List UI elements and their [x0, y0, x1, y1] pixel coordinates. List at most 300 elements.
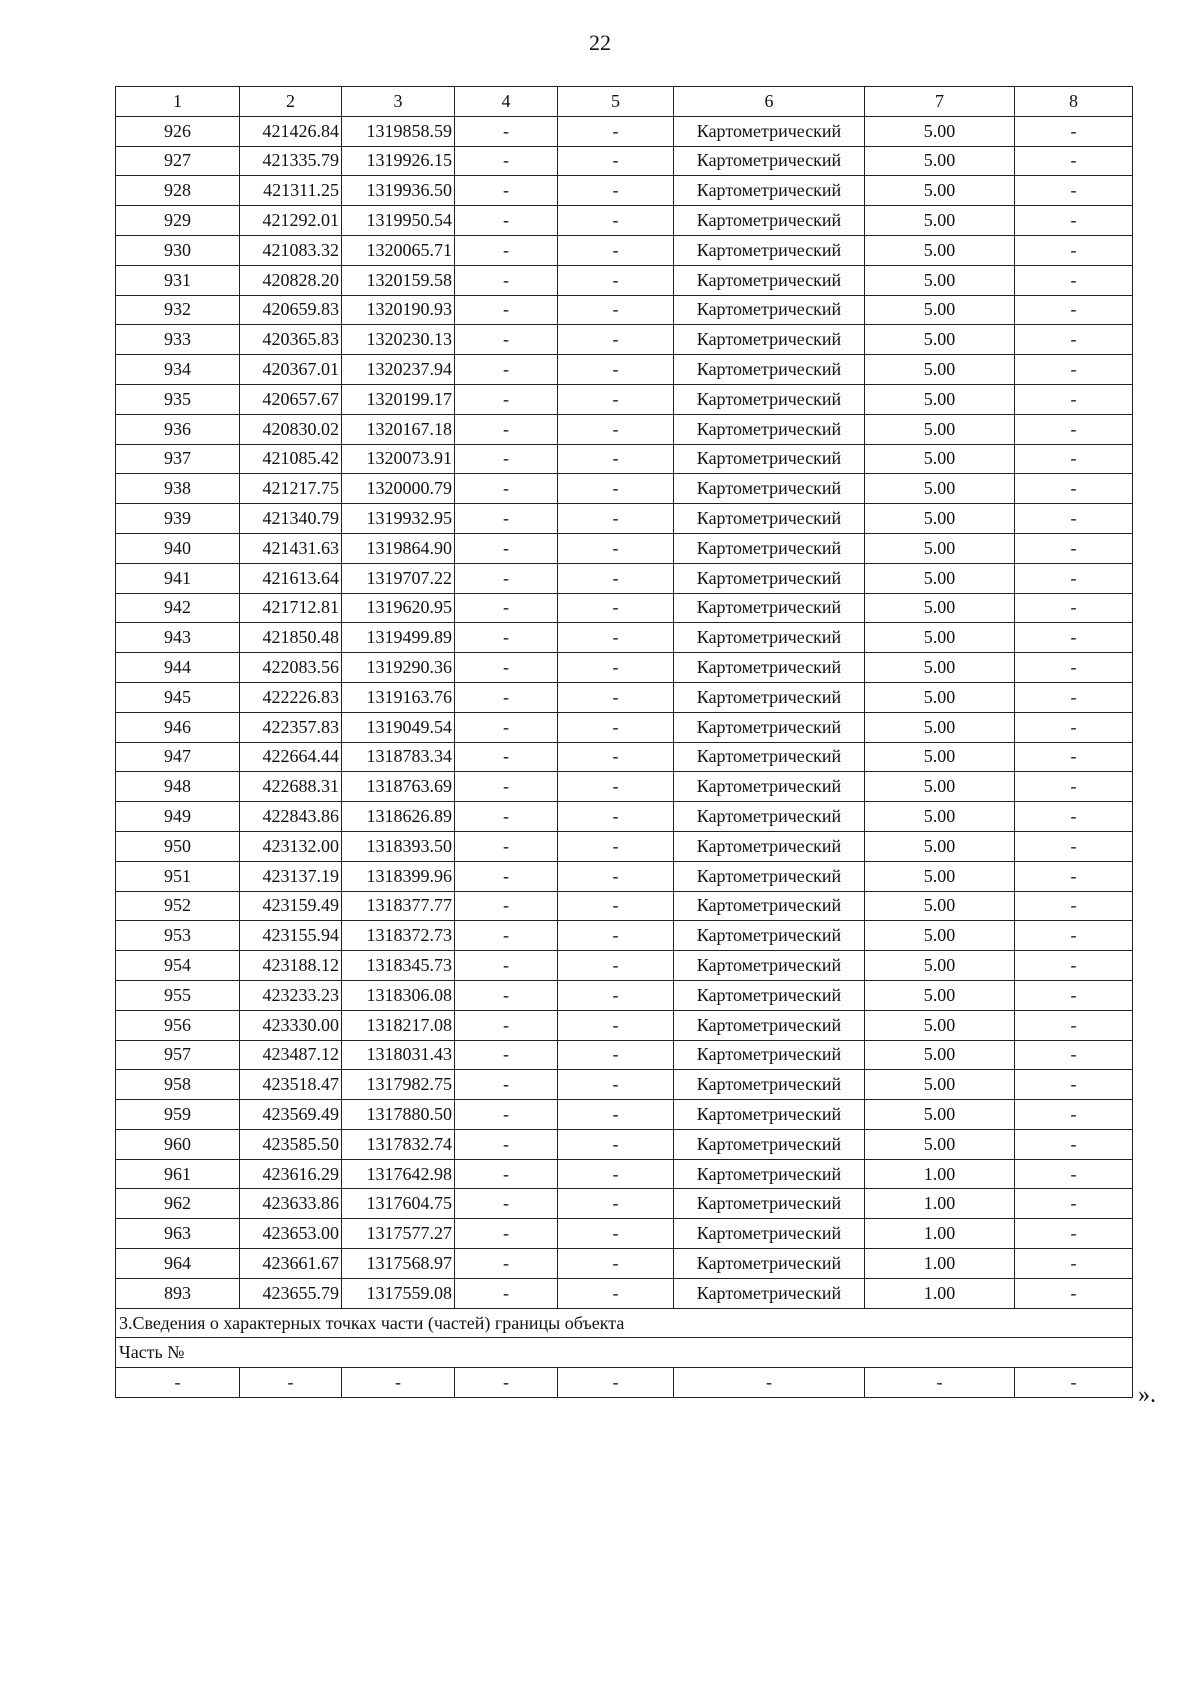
- table-cell: -: [558, 921, 674, 951]
- table-cell: -: [455, 504, 558, 534]
- table-cell: -: [455, 176, 558, 206]
- table-row: [116, 742, 1133, 772]
- table-cell: 5.00: [865, 295, 1015, 325]
- table-cell: 423137.19: [240, 861, 342, 891]
- table-cell: 5.00: [865, 414, 1015, 444]
- table-row: [116, 1189, 1133, 1219]
- table-cell: -: [1015, 623, 1133, 653]
- table-row: [116, 772, 1133, 802]
- table-cell: 422688.31: [240, 772, 342, 802]
- table-row: [116, 1219, 1133, 1249]
- table-cell: 961: [116, 1159, 240, 1189]
- table-cell: -: [1015, 772, 1133, 802]
- table-cell: -: [455, 146, 558, 176]
- table-cell: 422843.86: [240, 802, 342, 832]
- table-cell: -: [558, 235, 674, 265]
- table-cell: -: [455, 593, 558, 623]
- table-cell: 943: [116, 623, 240, 653]
- closing-quote-mark: ».: [1138, 1382, 1156, 1408]
- table-cell: -: [455, 265, 558, 295]
- table-cell: 5.00: [865, 712, 1015, 742]
- table-cell: -: [558, 772, 674, 802]
- table-cell: -: [455, 1249, 558, 1279]
- table-cell: -: [558, 1159, 674, 1189]
- table-cell: 1.00: [865, 1219, 1015, 1249]
- table-cell: -: [1015, 861, 1133, 891]
- table-row: [116, 951, 1133, 981]
- table-cell: 423155.94: [240, 921, 342, 951]
- table-cell: 964: [116, 1249, 240, 1279]
- table-cell: 423616.29: [240, 1159, 342, 1189]
- table-row: [116, 921, 1133, 951]
- table-cell: -: [1015, 1189, 1133, 1219]
- table-cell: Картометрический: [674, 1219, 865, 1249]
- table-cell: -: [455, 1070, 558, 1100]
- table-cell: -: [455, 891, 558, 921]
- table-cell: 421431.63: [240, 533, 342, 563]
- header-cell: 1: [116, 87, 240, 117]
- table-cell: Картометрический: [674, 176, 865, 206]
- table-cell: 423655.79: [240, 1278, 342, 1308]
- table-cell: 927: [116, 146, 240, 176]
- table-cell: 893: [116, 1278, 240, 1308]
- table-cell: -: [455, 623, 558, 653]
- table-cell: -: [558, 563, 674, 593]
- table-cell: 421335.79: [240, 146, 342, 176]
- table-cell: 1.00: [865, 1278, 1015, 1308]
- table-cell: 962: [116, 1189, 240, 1219]
- table-cell: 1317577.27: [342, 1219, 455, 1249]
- table-cell: Картометрический: [674, 1249, 865, 1279]
- table-cell: -: [1015, 593, 1133, 623]
- table-cell: Картометрический: [674, 1189, 865, 1219]
- table-cell: Картометрический: [674, 772, 865, 802]
- table-row: [116, 325, 1133, 355]
- table-cell: 423233.23: [240, 980, 342, 1010]
- table-cell: 1320199.17: [342, 384, 455, 414]
- table-cell: 421340.79: [240, 504, 342, 534]
- table-cell: 948: [116, 772, 240, 802]
- table-cell: 423159.49: [240, 891, 342, 921]
- table-cell: 1319932.95: [342, 504, 455, 534]
- table-cell: -: [558, 265, 674, 295]
- table-cell: -: [558, 1070, 674, 1100]
- table-cell: 5.00: [865, 384, 1015, 414]
- table-cell: 420659.83: [240, 295, 342, 325]
- table-cell: -: [342, 1368, 455, 1398]
- coordinates-table: [115, 86, 1133, 1398]
- table-row: [116, 593, 1133, 623]
- table-cell: 933: [116, 325, 240, 355]
- table-cell: 941: [116, 563, 240, 593]
- table-cell: 421311.25: [240, 176, 342, 206]
- table-cell: 5.00: [865, 682, 1015, 712]
- table-row: [116, 176, 1133, 206]
- table-cell: -: [558, 474, 674, 504]
- table-cell: 5.00: [865, 593, 1015, 623]
- table-cell: 1320167.18: [342, 414, 455, 444]
- table-cell: 940: [116, 533, 240, 563]
- table-cell: -: [1015, 802, 1133, 832]
- table-cell: 1318393.50: [342, 831, 455, 861]
- table-cell: -: [558, 533, 674, 563]
- part-label-row: [116, 1338, 1133, 1368]
- table-cell: 5.00: [865, 742, 1015, 772]
- table-cell: -: [1015, 1159, 1133, 1189]
- table-cell: -: [558, 414, 674, 444]
- table-cell: -: [1015, 1368, 1133, 1398]
- table-cell: 949: [116, 802, 240, 832]
- table-cell: 954: [116, 951, 240, 981]
- table-cell: 422083.56: [240, 653, 342, 683]
- header-cell: 8: [1015, 87, 1133, 117]
- table-cell: 421085.42: [240, 444, 342, 474]
- table-cell: -: [865, 1368, 1015, 1398]
- table-cell: -: [558, 1010, 674, 1040]
- table-cell: -: [455, 682, 558, 712]
- table-cell: 423585.50: [240, 1129, 342, 1159]
- table-row: [116, 533, 1133, 563]
- table-cell: 938: [116, 474, 240, 504]
- table-row: [116, 504, 1133, 534]
- table-cell: -: [1015, 1219, 1133, 1249]
- table-cell: -: [1015, 1010, 1133, 1040]
- table-row: [116, 355, 1133, 385]
- table-row: [116, 1040, 1133, 1070]
- table-cell: 1318306.08: [342, 980, 455, 1010]
- table-cell: 1320237.94: [342, 355, 455, 385]
- table-cell: -: [558, 682, 674, 712]
- table-cell: 5.00: [865, 1070, 1015, 1100]
- table-row: [116, 861, 1133, 891]
- table-cell: -: [455, 563, 558, 593]
- table-cell: 422664.44: [240, 742, 342, 772]
- table-cell: 1319620.95: [342, 593, 455, 623]
- table-cell: -: [455, 414, 558, 444]
- table-cell: 420365.83: [240, 325, 342, 355]
- table-cell: -: [455, 1219, 558, 1249]
- table-cell: -: [558, 1368, 674, 1398]
- table-row: [116, 980, 1133, 1010]
- table-cell: -: [455, 1129, 558, 1159]
- table-row: [116, 235, 1133, 265]
- table-cell: Картометрический: [674, 1129, 865, 1159]
- table-cell: Картометрический: [674, 265, 865, 295]
- table-cell: Картометрический: [674, 414, 865, 444]
- table-cell: -: [455, 742, 558, 772]
- table-cell: -: [558, 1189, 674, 1219]
- table-cell: -: [558, 504, 674, 534]
- table-cell: -: [558, 1219, 674, 1249]
- table-cell: -: [455, 533, 558, 563]
- table-cell: 939: [116, 504, 240, 534]
- table-row: [116, 206, 1133, 236]
- table-cell: 1.00: [865, 1189, 1015, 1219]
- table-row: [116, 1159, 1133, 1189]
- header-cell: 5: [558, 87, 674, 117]
- table-cell: 5.00: [865, 861, 1015, 891]
- table-cell: 1319707.22: [342, 563, 455, 593]
- table-cell: 5.00: [865, 355, 1015, 385]
- table-cell: 1319049.54: [342, 712, 455, 742]
- table-cell: -: [558, 742, 674, 772]
- table-row: [116, 1249, 1133, 1279]
- table-cell: Картометрический: [674, 206, 865, 236]
- table-cell: -: [1015, 414, 1133, 444]
- table-cell: 1318399.96: [342, 861, 455, 891]
- table-cell: -: [558, 1100, 674, 1130]
- table-body: [116, 116, 1133, 1308]
- table-cell: 945: [116, 682, 240, 712]
- table-cell: -: [1015, 831, 1133, 861]
- table-cell: -: [1015, 1040, 1133, 1070]
- table-cell: -: [558, 831, 674, 861]
- table-cell: -: [455, 206, 558, 236]
- table-cell: 5.00: [865, 504, 1015, 534]
- table-cell: Картометрический: [674, 1070, 865, 1100]
- table-cell: -: [1015, 176, 1133, 206]
- table-cell: -: [1015, 474, 1133, 504]
- part-label: Часть №: [116, 1338, 1133, 1368]
- table-cell: 420828.20: [240, 265, 342, 295]
- table-cell: 1319858.59: [342, 116, 455, 146]
- table-cell: 937: [116, 444, 240, 474]
- table-row: [116, 1278, 1133, 1308]
- table-cell: 951: [116, 861, 240, 891]
- table-cell: -: [455, 1278, 558, 1308]
- table-cell: 423653.00: [240, 1219, 342, 1249]
- table-cell: Картометрический: [674, 980, 865, 1010]
- table-cell: 5.00: [865, 265, 1015, 295]
- table-cell: -: [1015, 712, 1133, 742]
- header-row: [116, 87, 1133, 117]
- table-cell: 1320230.13: [342, 325, 455, 355]
- table-cell: 420367.01: [240, 355, 342, 385]
- table-cell: -: [455, 355, 558, 385]
- table-cell: 1317642.98: [342, 1159, 455, 1189]
- table-cell: -: [558, 325, 674, 355]
- table-row: [116, 891, 1133, 921]
- table-cell: -: [455, 1010, 558, 1040]
- table-cell: -: [455, 444, 558, 474]
- table-cell: Картометрический: [674, 1159, 865, 1189]
- table-cell: -: [1015, 891, 1133, 921]
- table-cell: -: [1015, 653, 1133, 683]
- table-cell: 422357.83: [240, 712, 342, 742]
- table-cell: 5.00: [865, 1040, 1015, 1070]
- table-cell: -: [1015, 355, 1133, 385]
- table-cell: 5.00: [865, 772, 1015, 802]
- table-cell: 942: [116, 593, 240, 623]
- table-cell: 5.00: [865, 533, 1015, 563]
- table-cell: -: [558, 146, 674, 176]
- table-cell: -: [455, 831, 558, 861]
- table-cell: 1319864.90: [342, 533, 455, 563]
- table-cell: -: [1015, 206, 1133, 236]
- table-cell: -: [1015, 146, 1133, 176]
- table-cell: -: [455, 980, 558, 1010]
- header-cell: 3: [342, 87, 455, 117]
- table-cell: -: [1015, 1100, 1133, 1130]
- table-cell: 928: [116, 176, 240, 206]
- table-cell: -: [558, 176, 674, 206]
- table-cell: -: [455, 802, 558, 832]
- table-cell: -: [455, 295, 558, 325]
- table-cell: 5.00: [865, 891, 1015, 921]
- table-row: [116, 474, 1133, 504]
- table-cell: -: [558, 384, 674, 414]
- table-cell: -: [558, 593, 674, 623]
- table-cell: 423330.00: [240, 1010, 342, 1040]
- table-cell: 1318377.77: [342, 891, 455, 921]
- table-cell: -: [1015, 384, 1133, 414]
- table-cell: -: [558, 206, 674, 236]
- table-cell: 423661.67: [240, 1249, 342, 1279]
- table-cell: -: [558, 444, 674, 474]
- section-title: 3.Сведения о характерных точках части (частей) границы объекта: [116, 1308, 1133, 1338]
- table-row: [116, 1129, 1133, 1159]
- table-cell: -: [1015, 444, 1133, 474]
- table-cell: -: [558, 295, 674, 325]
- table-cell: 926: [116, 116, 240, 146]
- table-cell: -: [558, 116, 674, 146]
- table-cell: 1317559.08: [342, 1278, 455, 1308]
- table-cell: -: [558, 980, 674, 1010]
- table-cell: -: [674, 1368, 865, 1398]
- table-cell: Картометрический: [674, 831, 865, 861]
- table-cell: Картометрический: [674, 891, 865, 921]
- table-row: [116, 831, 1133, 861]
- table-cell: -: [1015, 1070, 1133, 1100]
- table-cell: 5.00: [865, 1100, 1015, 1130]
- table-cell: -: [1015, 1249, 1133, 1279]
- table-cell: -: [240, 1368, 342, 1398]
- header-cell: 4: [455, 87, 558, 117]
- table-cell: 1320000.79: [342, 474, 455, 504]
- table-row: [116, 623, 1133, 653]
- table-cell: 421426.84: [240, 116, 342, 146]
- table-cell: 1319499.89: [342, 623, 455, 653]
- table-row: [116, 265, 1133, 295]
- table-cell: 1320190.93: [342, 295, 455, 325]
- header-cell: 6: [674, 87, 865, 117]
- table-cell: -: [558, 1249, 674, 1279]
- table-cell: 423188.12: [240, 951, 342, 981]
- table-cell: 423132.00: [240, 831, 342, 861]
- table-cell: 5.00: [865, 206, 1015, 236]
- table-cell: -: [455, 1100, 558, 1130]
- table-cell: 423633.86: [240, 1189, 342, 1219]
- table-cell: 952: [116, 891, 240, 921]
- table-cell: 5.00: [865, 653, 1015, 683]
- table-cell: 5.00: [865, 980, 1015, 1010]
- table-cell: 950: [116, 831, 240, 861]
- table-cell: 946: [116, 712, 240, 742]
- table-cell: 1.00: [865, 1159, 1015, 1189]
- table-cell: 955: [116, 980, 240, 1010]
- table-cell: 5.00: [865, 235, 1015, 265]
- table-cell: 1319290.36: [342, 653, 455, 683]
- table-cell: Картометрический: [674, 1100, 865, 1130]
- table-row: [116, 116, 1133, 146]
- table-cell: 953: [116, 921, 240, 951]
- page-number: 22: [589, 30, 611, 55]
- table-cell: 1317982.75: [342, 1070, 455, 1100]
- table-row: [116, 1070, 1133, 1100]
- table-cell: -: [1015, 235, 1133, 265]
- table-cell: Картометрический: [674, 653, 865, 683]
- table-row: [116, 444, 1133, 474]
- table-cell: 5.00: [865, 802, 1015, 832]
- table-cell: 934: [116, 355, 240, 385]
- table-cell: 930: [116, 235, 240, 265]
- table-cell: Картометрический: [674, 533, 865, 563]
- table-cell: Картометрический: [674, 355, 865, 385]
- table-cell: Картометрический: [674, 325, 865, 355]
- table-cell: 1317604.75: [342, 1189, 455, 1219]
- table-cell: -: [455, 951, 558, 981]
- table-cell: -: [455, 325, 558, 355]
- table-cell: 958: [116, 1070, 240, 1100]
- table-row: [116, 414, 1133, 444]
- table-cell: Картометрический: [674, 802, 865, 832]
- table-cell: 5.00: [865, 951, 1015, 981]
- table-row: [116, 653, 1133, 683]
- table-cell: Картометрический: [674, 742, 865, 772]
- table-cell: 5.00: [865, 623, 1015, 653]
- table-cell: 1.00: [865, 1249, 1015, 1279]
- table-cell: 5.00: [865, 563, 1015, 593]
- table-cell: -: [116, 1368, 240, 1398]
- table-cell: -: [558, 355, 674, 385]
- table-cell: 5.00: [865, 146, 1015, 176]
- table-cell: 420657.67: [240, 384, 342, 414]
- table-cell: 5.00: [865, 325, 1015, 355]
- table-cell: Картометрический: [674, 563, 865, 593]
- table-cell: -: [455, 1159, 558, 1189]
- table-cell: -: [1015, 742, 1133, 772]
- table-cell: 1317832.74: [342, 1129, 455, 1159]
- table-cell: 421613.64: [240, 563, 342, 593]
- table-cell: -: [455, 1040, 558, 1070]
- table-cell: 5.00: [865, 116, 1015, 146]
- table-cell: -: [1015, 1129, 1133, 1159]
- table-cell: 421850.48: [240, 623, 342, 653]
- table-cell: 957: [116, 1040, 240, 1070]
- table-row: [116, 1100, 1133, 1130]
- table-cell: Картометрический: [674, 1010, 865, 1040]
- table-cell: Картометрический: [674, 504, 865, 534]
- table-cell: -: [1015, 265, 1133, 295]
- table-cell: 5.00: [865, 1129, 1015, 1159]
- table-cell: 936: [116, 414, 240, 444]
- table-cell: -: [1015, 1278, 1133, 1308]
- header-cell: 2: [240, 87, 342, 117]
- table-cell: Картометрический: [674, 384, 865, 414]
- table-cell: 1320065.71: [342, 235, 455, 265]
- table-cell: -: [455, 1368, 558, 1398]
- table-cell: 1320073.91: [342, 444, 455, 474]
- table-cell: 421217.75: [240, 474, 342, 504]
- table-cell: 422226.83: [240, 682, 342, 712]
- table-cell: -: [455, 772, 558, 802]
- table-cell: 1319163.76: [342, 682, 455, 712]
- table-cell: 420830.02: [240, 414, 342, 444]
- table-row: [116, 295, 1133, 325]
- table-cell: -: [558, 712, 674, 742]
- table-row: [116, 712, 1133, 742]
- table-cell: -: [1015, 325, 1133, 355]
